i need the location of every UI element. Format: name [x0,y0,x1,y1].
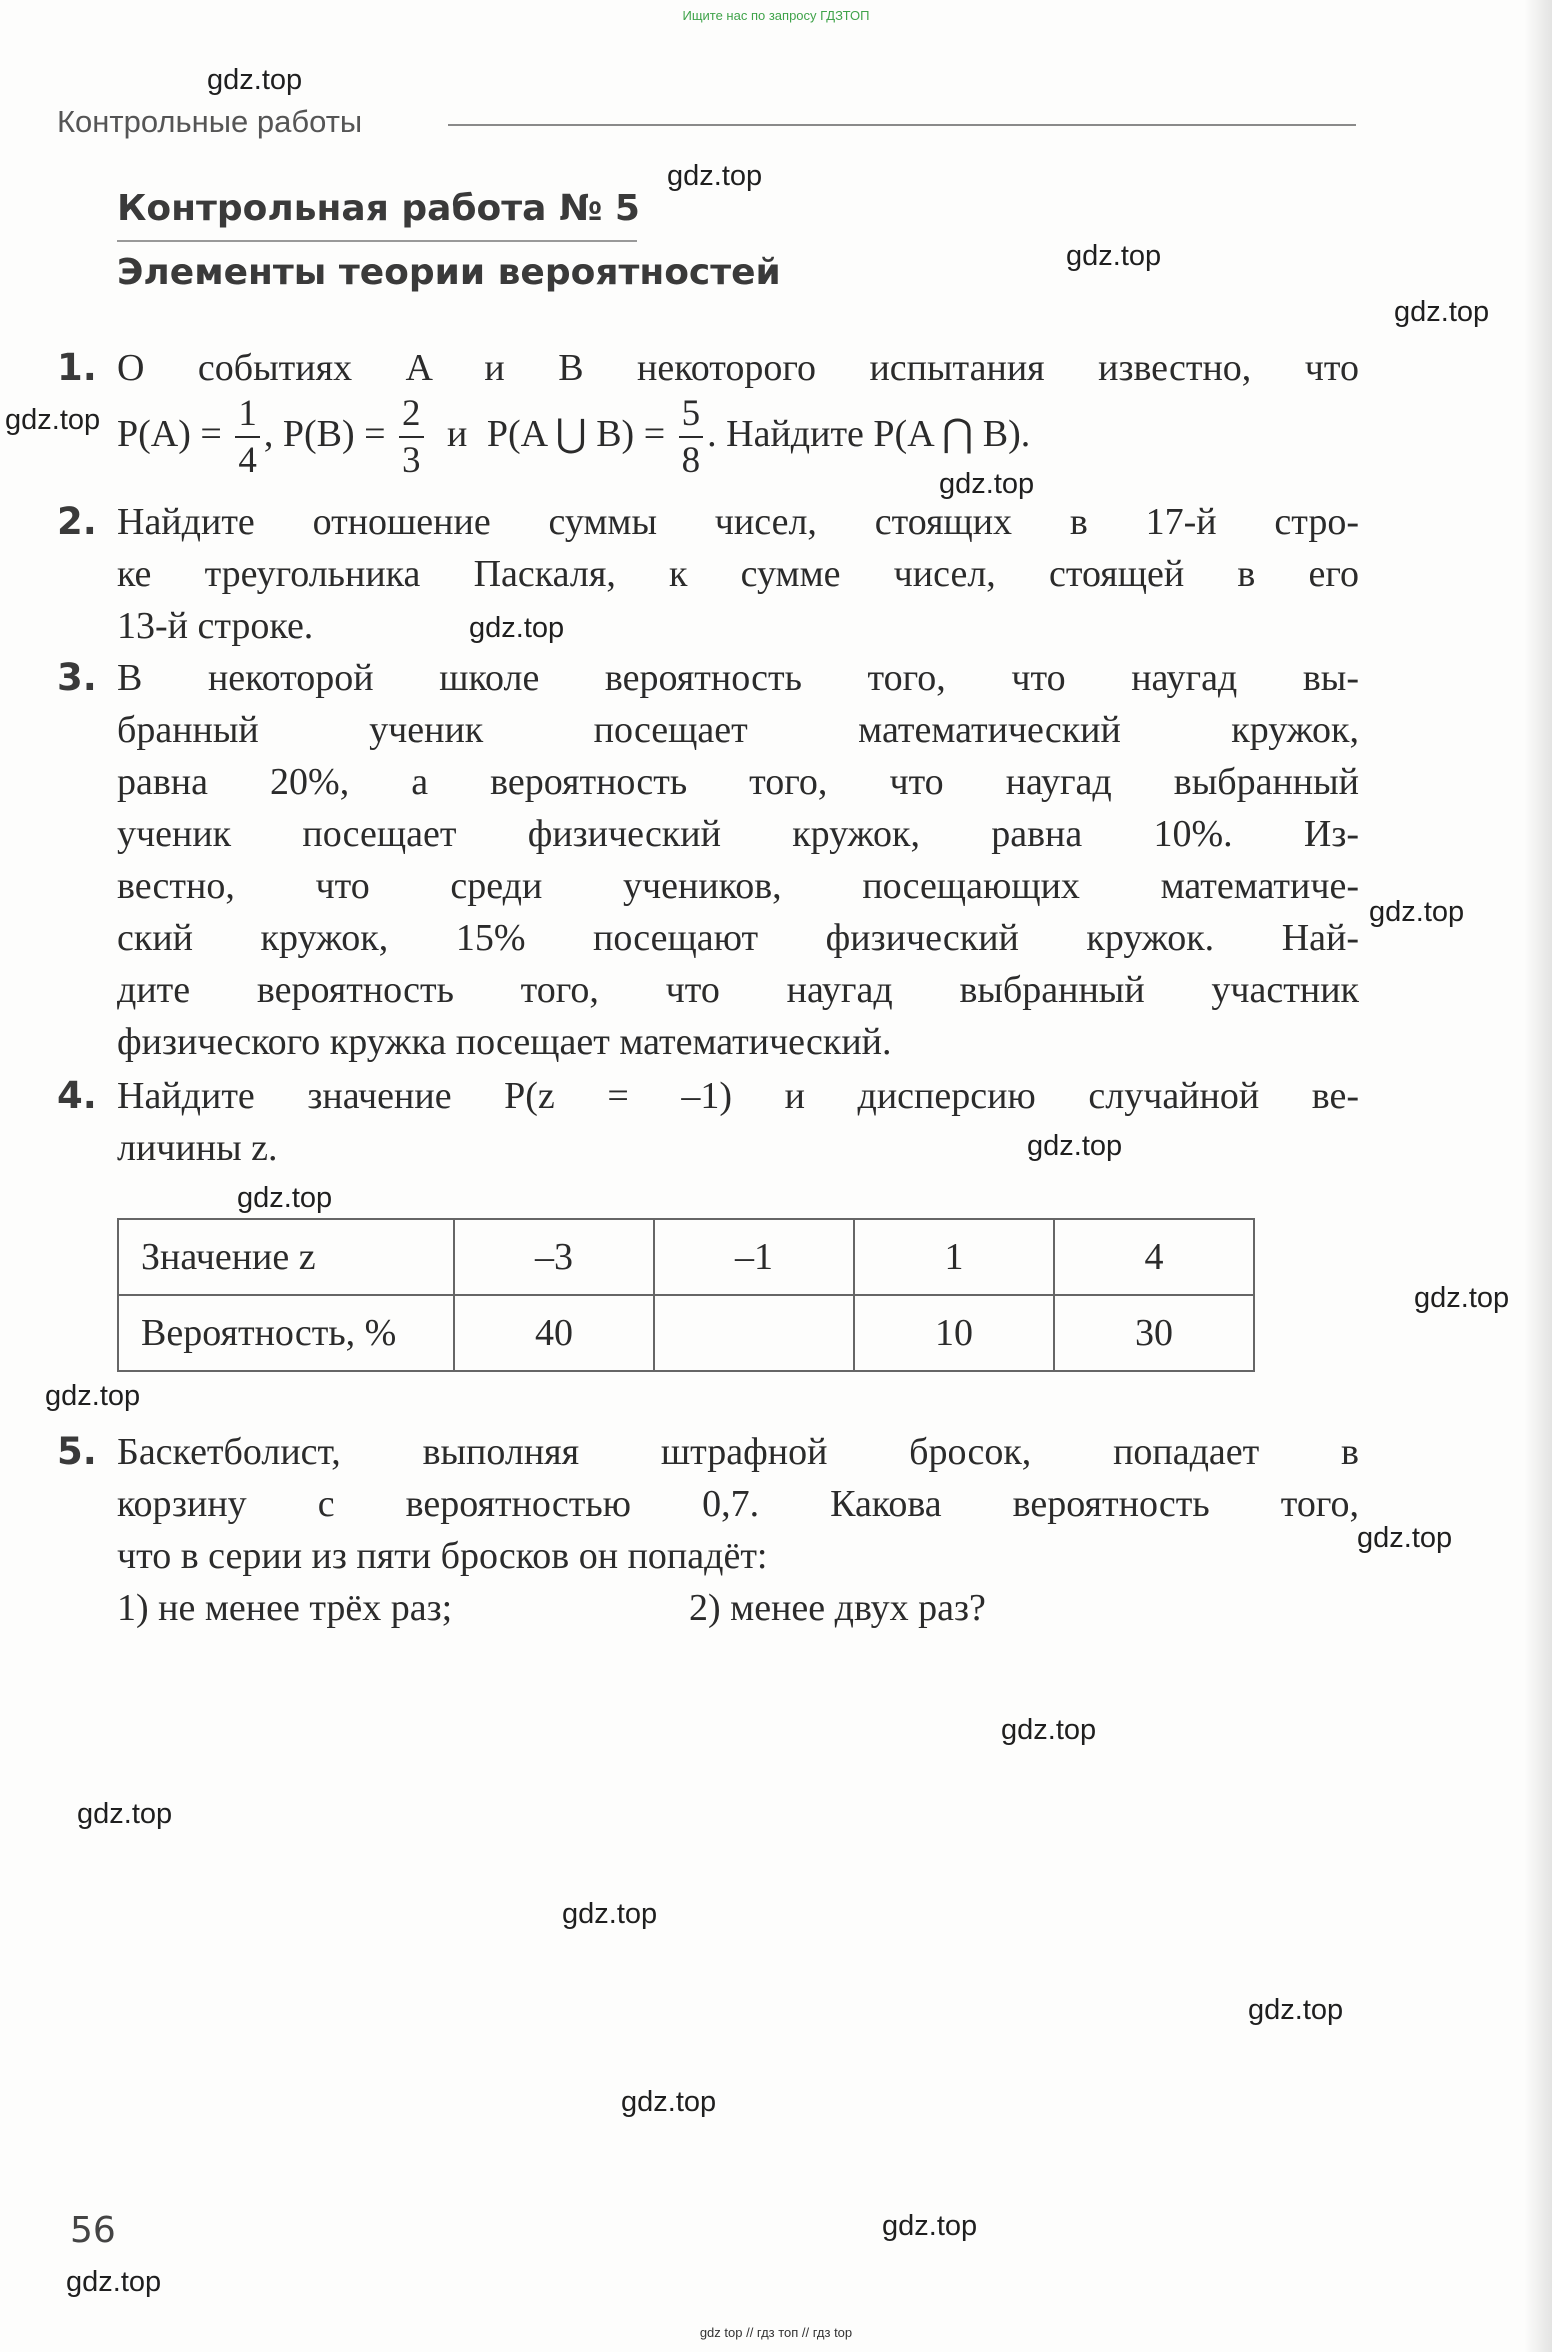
task-1-formula [117,393,1359,482]
watermark: gdz.top [207,64,303,96]
task-number: 3. [57,656,97,699]
task-line: ученик посещает физический кружок, равна 10%. Из- [117,813,1359,855]
watermark: gdz.top [1357,1522,1453,1554]
table-cell: 4 [1054,1219,1254,1295]
watermark: gdz.top [621,2086,717,2118]
task-number: 4. [57,1074,97,1117]
watermark: gdz.top [1248,1994,1344,2026]
task-line: В некоторой школе вероятность того, что наугад вы- [117,657,1359,699]
fraction-numerator: 2 [399,395,424,438]
task-5 [57,1426,1359,1634]
option-2: 2) менее двух раз? [689,1587,986,1629]
bottom-note: gdz top // гдз топ // гдз top [699,2325,853,2340]
table-cell: 40 [454,1295,654,1371]
table-cell: –1 [654,1219,854,1295]
watermark: gdz.top [882,2210,978,2242]
watermark: gdz.top [45,1380,141,1412]
section-label: Контрольные работы [57,104,363,139]
task-5-options [117,1582,1359,1634]
formula-p-a: P(A) = [117,413,222,455]
watermark: gdz.top [66,2266,162,2298]
watermark: gdz.top [469,612,565,644]
table-cell: 30 [1054,1295,1254,1371]
fraction-p-a [235,393,260,482]
task-line: корзину с вероятностью 0,7. Какова вероятность того, [117,1483,1359,1525]
task-line: Найдите значение P(z = –1) и дисперсию случайной ве- [117,1075,1359,1117]
top-note: Ищите нас по запросу ГДЗТОП [682,8,870,23]
table-cell: 1 [854,1219,1054,1295]
fraction-numerator: 5 [679,395,704,438]
watermark: gdz.top [1027,1130,1123,1162]
task-line: ский кружок, 15% посещают физический кружок. Най- [117,917,1359,959]
watermark: gdz.top [1394,296,1490,328]
watermark: gdz.top [1414,1282,1510,1314]
task-2 [57,496,1359,652]
task-line: 13-й строке. [117,605,314,647]
page-edge-shadow [1524,0,1552,2352]
task-1 [57,342,1359,482]
task-1-line-1: О событиях A и B некоторого испытания известно, что [117,347,1359,389]
title-rule [117,240,637,242]
title-line-2: Элементы теории вероятностей [117,252,781,293]
table-cell: –3 [454,1219,654,1295]
fraction-numerator: 1 [235,395,260,438]
fraction-denominator: 3 [402,440,421,482]
watermark: gdz.top [1001,1714,1097,1746]
table-header-cell: Значение z [118,1219,454,1295]
watermark: gdz.top [77,1798,173,1830]
task-line: физического кружка посещает математический. [117,1021,892,1063]
table-row [118,1219,1254,1295]
task-line: что в серии из пяти бросков он попадёт: [117,1535,768,1577]
task-number: 1. [57,346,97,389]
formula-ask: . Найдите P(A ⋂ B). [707,413,1031,455]
page-number: 56 [70,2210,116,2251]
watermark: gdz.top [1066,240,1162,272]
task-number: 2. [57,500,97,543]
table-header-cell: Вероятность, % [118,1295,454,1371]
task-line: Найдите отношение суммы чисел, стоящих в 17-й стро- [117,501,1359,543]
watermark: gdz.top [237,1182,333,1214]
table-cell: 10 [854,1295,1054,1371]
task-line: Баскетболист, выполняя штрафной бросок, попадает в [117,1431,1359,1473]
watermark: gdz.top [667,160,763,192]
task-4 [57,1070,1359,1174]
fraction-denominator: 4 [238,440,257,482]
table-row [118,1295,1254,1371]
title-line-1: Контрольная работа № 5 [117,188,640,229]
task-line: личины z. [117,1127,278,1169]
task-3 [57,652,1359,1068]
section-rule [448,124,1356,126]
formula-p-union: P(A ⋃ B) = [486,413,666,455]
task-line: равна 20%, а вероятность того, что наугад выбранный [117,761,1359,803]
task-line: ке треугольника Паскаля, к сумме чисел, стоящей в его [117,553,1359,595]
fraction-denominator: 8 [681,440,701,482]
table-cell [654,1295,854,1371]
fraction-p-b [399,393,424,482]
task-line: вестно, что среди учеников, посещающих математиче- [117,865,1359,907]
fraction-p-union [679,393,704,482]
formula-p-b: , P(B) = [263,413,386,455]
watermark: gdz.top [562,1898,658,1930]
option-1: 1) не менее трёх раз; [117,1587,453,1629]
task-number: 5. [57,1430,97,1473]
distribution-table [117,1218,1255,1372]
task-line: дите вероятность того, что наугад выбранный участник [117,969,1359,1011]
formula-and: и [447,413,468,455]
watermark: gdz.top [5,404,101,436]
watermark: gdz.top [939,468,1035,500]
watermark: gdz.top [1369,896,1465,928]
task-line: бранный ученик посещает математический кружок, [117,709,1359,751]
